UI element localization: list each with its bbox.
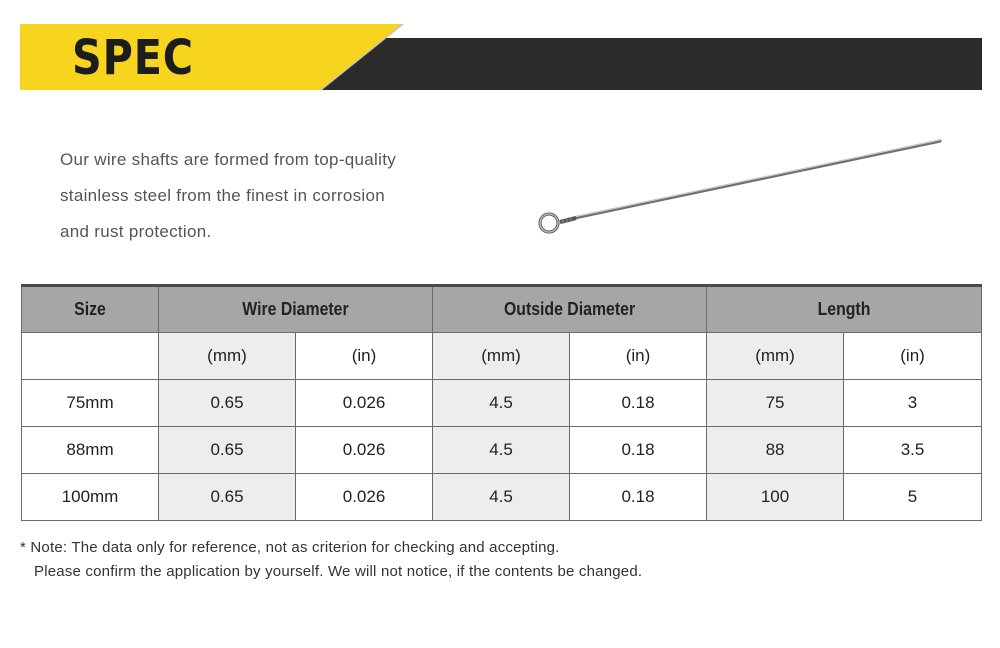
page-title: SPEC [72, 30, 194, 86]
table-row [22, 427, 982, 474]
table-cell: 4.5 [433, 474, 570, 521]
table-cell: 75mm [22, 380, 159, 427]
table-header-row [22, 286, 982, 333]
unit-cell [22, 333, 159, 380]
table-cell: 75 [707, 380, 844, 427]
unit-cell: (in) [296, 333, 433, 380]
table-cell: 3 [844, 380, 982, 427]
header-banner [20, 24, 982, 90]
table-cell: 0.18 [570, 427, 707, 474]
column-header-length: Length [707, 286, 982, 333]
table-cell: 4.5 [433, 427, 570, 474]
unit-cell: (in) [844, 333, 982, 380]
column-header-size: Size [22, 286, 159, 333]
intro-line: and rust protection. [60, 222, 212, 241]
table-cell: 0.65 [159, 474, 296, 521]
table-cell: 0.18 [570, 380, 707, 427]
unit-cell: (mm) [707, 333, 844, 380]
table-cell: 88 [707, 427, 844, 474]
table-cell: 3.5 [844, 427, 982, 474]
table-cell: 100mm [22, 474, 159, 521]
intro-text [60, 142, 480, 250]
unit-cell: (mm) [159, 333, 296, 380]
table-cell: 0.026 [296, 474, 433, 521]
table-cell: 4.5 [433, 380, 570, 427]
note-line: Please confirm the application by yourself. We will not notice, if the contents be changed. [34, 563, 643, 580]
table-row [22, 474, 982, 521]
note-line: * Note: The data only for reference, not as criterion for checking and accepting. [20, 539, 560, 556]
unit-cell: (in) [570, 333, 707, 380]
intro-line: Our wire shafts are formed from top-quality [60, 150, 397, 169]
table-cell: 5 [844, 474, 982, 521]
spec-table [21, 284, 982, 521]
table-cell: 88mm [22, 427, 159, 474]
column-header-outside-diameter: Outside Diameter [433, 286, 707, 333]
units-row [22, 333, 982, 380]
table-row [22, 380, 982, 427]
intro-line: stainless steel from the finest in corrosion [60, 186, 386, 205]
table-cell: 0.18 [570, 474, 707, 521]
wire-shaft-image [530, 132, 950, 242]
table-cell: 0.026 [296, 380, 433, 427]
table-cell: 100 [707, 474, 844, 521]
unit-cell: (mm) [433, 333, 570, 380]
table-cell: 0.65 [159, 427, 296, 474]
table-cell: 0.65 [159, 380, 296, 427]
disclaimer-note [20, 536, 980, 584]
column-header-wire-diameter: Wire Diameter [159, 286, 433, 333]
table-cell: 0.026 [296, 427, 433, 474]
